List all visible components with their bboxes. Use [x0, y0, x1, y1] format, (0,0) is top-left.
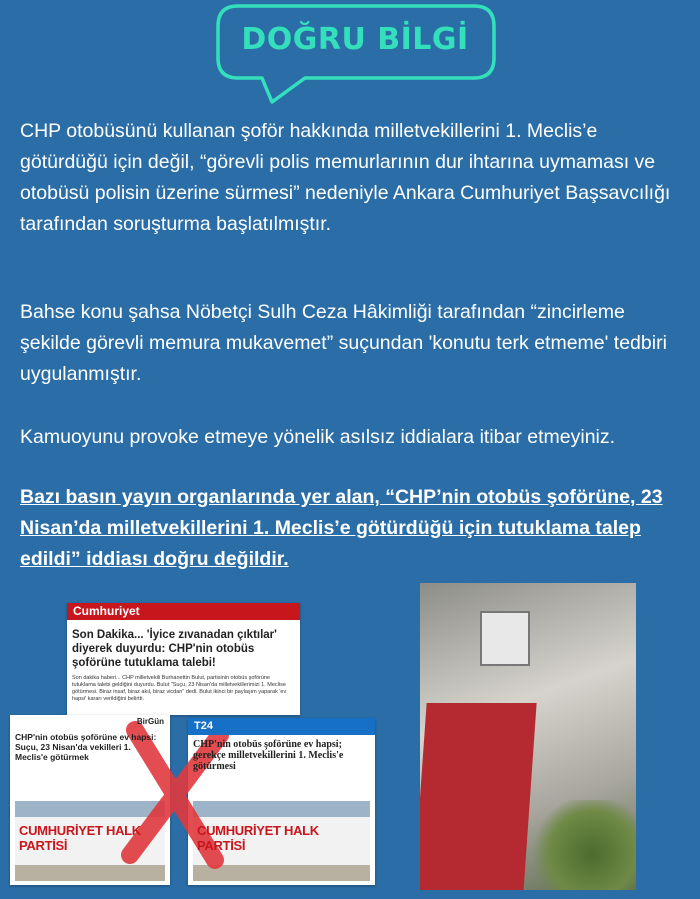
- street-photo: [420, 583, 636, 890]
- tree: [526, 800, 636, 890]
- page-title: DOĞRU BİLGİ: [241, 22, 469, 57]
- paragraph-warning: Kamuoyunu provoke etmeye yönelik asılsız iddialara itibar etmeyiniz.: [20, 426, 616, 448]
- red-bus: [420, 703, 537, 890]
- paragraph-investigation: CHP otobüsünü kullanan şoför hakkında milletvekillerini 1. Meclis’e götürdüğü için değil, “görevli polis memurlarının dur ihtarına uymaması ve otobüsü polisin üzerine sürmesi” nedeniyle Ankara Cumhuriyet Başsavcılığı tarafından soruşturma başlatılmıştır.: [20, 120, 671, 235]
- bus-text: CUMHURİYET HALK PARTİSİ: [197, 823, 319, 853]
- bus-text: CUMHURİYET HALK PARTİSİ: [19, 823, 141, 853]
- paragraph-claim-false: Bazı basın yayın organlarında yer alan, “CHP’nin otobüs şoförüne, 23 Nisan’da milletvekillerini 1. Meclis’e götürdüğü için tutuklama talep edildi” iddiası doğru değildir.: [20, 486, 663, 570]
- cumhuriyet-logo: Cumhuriyet: [67, 603, 300, 620]
- paragraph-measure: Bahse konu şahsa Nöbetçi Sulh Ceza Hâkimliği tarafından “zincirleme şekilde görevli memura mukavemet” suçundan 'konutu terk etmeme' tedbiri uygulanmıştır.: [20, 301, 667, 385]
- cumhuriyet-headline: Son Dakika... 'İyice zıvanadan çıktılar' diyerek duyurdu: CHP'nin otobüs şoförüne tutuklama talebi!: [72, 629, 277, 669]
- cumhuriyet-body: Son dakika haberi... CHP milletvekili Burhanettin Bulut, partisinin otobüs şoförüne tutuklama talebi geldiğini duyurdu. Bulut "Suçu, 23 Nisan'da milletvekillerimizi 1. Meclise götürmesi. Biraz insaf, biraz akıl, biraz vicdan" dedi. Bulut ikinci bir paylaşım yaparak 'ev hapsi' kararı verildiğini belirtti.: [72, 675, 287, 702]
- guard-booth: [480, 611, 530, 666]
- t24-headline: CHP'nin otobüs şoförüne ev hapsi; gerekçe milletvekillerini 1. Meclis'e götürmesi: [193, 739, 344, 772]
- t24-logo: T24: [188, 718, 375, 735]
- birgun-logo: BirGün: [136, 717, 164, 726]
- birgun-headline: CHP'nin otobüs şoförüne ev hapsi: Suçu, 23 Nisan'da vekilleri 1. Meclis'e götürmek: [15, 732, 157, 762]
- cumhuriyet-news-screenshot: [67, 603, 300, 715]
